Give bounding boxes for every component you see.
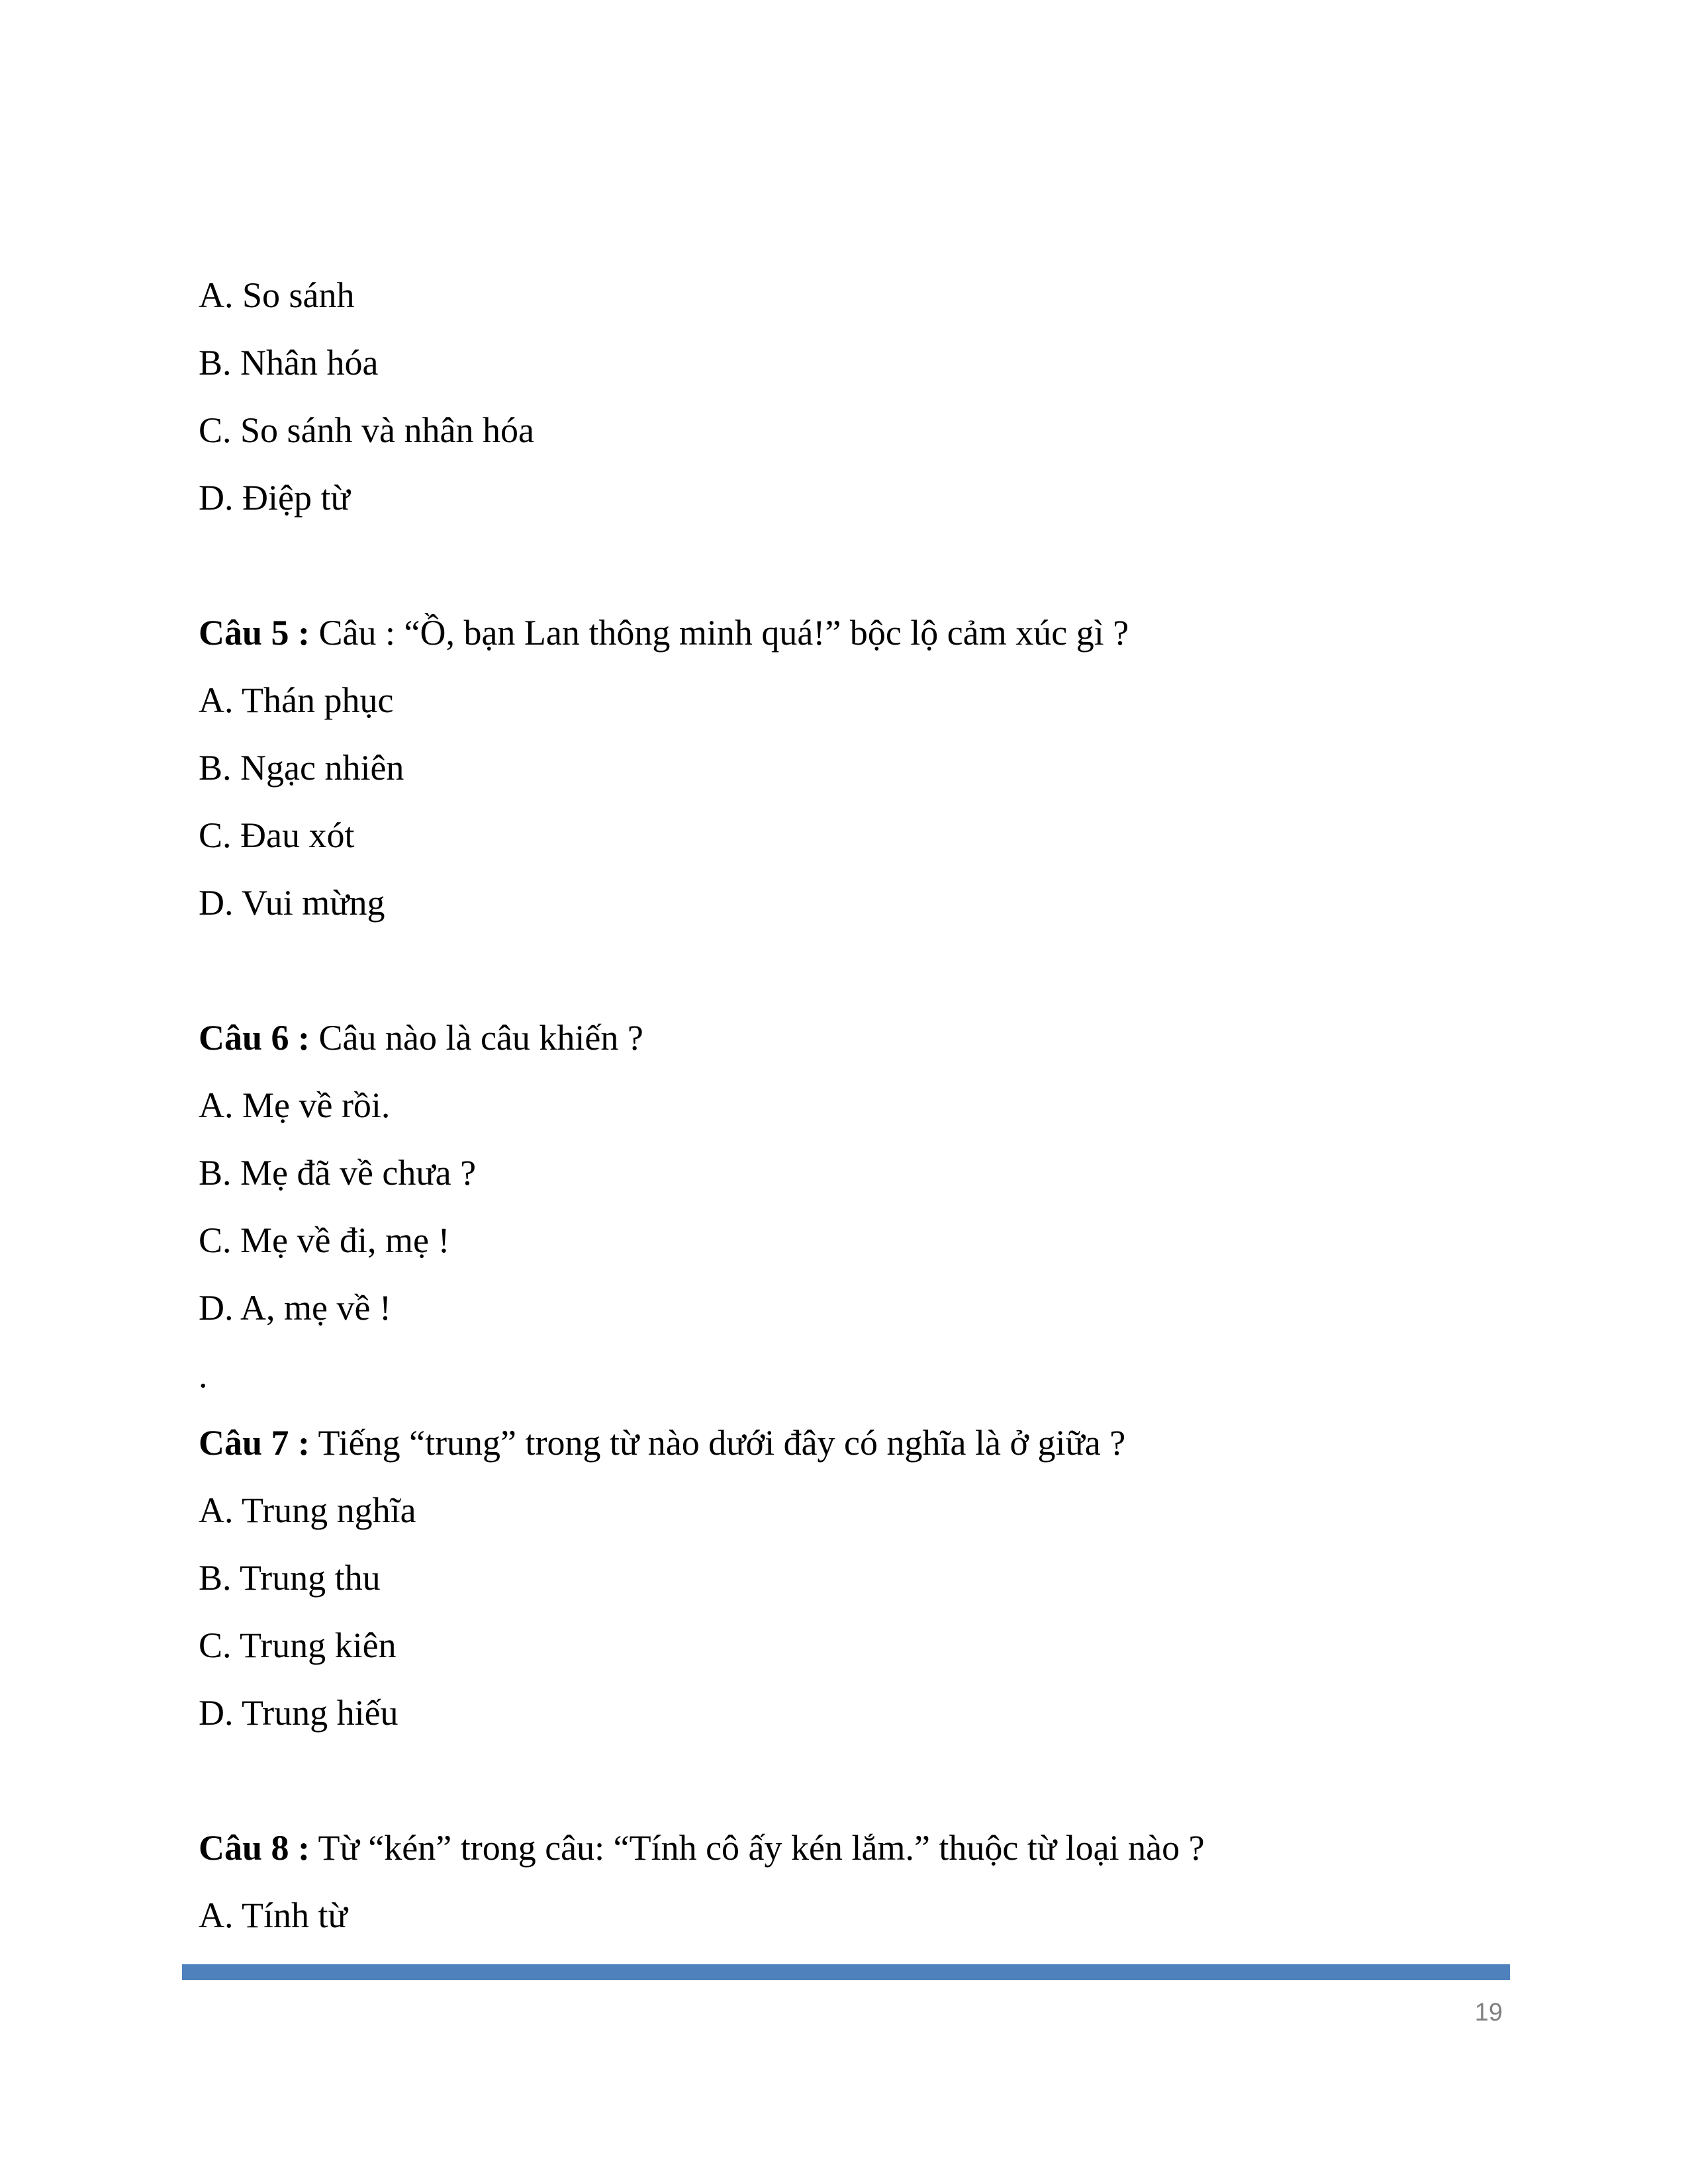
- q8-option-a: A. Tính từ: [199, 1895, 348, 1935]
- q7-text: Tiếng “trung” trong từ nào dưới đây có nghĩa là ở giữa ?: [318, 1423, 1126, 1463]
- footer-rule: [182, 1964, 1510, 1980]
- q4-option-d: D. Điệp từ: [199, 478, 350, 518]
- q6-text: Câu nào là câu khiến ?: [318, 1018, 643, 1058]
- q5-question: [199, 599, 1523, 666]
- q6-option-d: D. A, mẹ về !: [199, 1288, 391, 1328]
- q7-option-a: A. Trung nghĩa: [199, 1490, 416, 1530]
- q8-question: [199, 1814, 1523, 1882]
- spacer: [199, 936, 1523, 1004]
- q4-option-b: B. Nhân hóa: [199, 343, 379, 383]
- q5-option-a: A. Thán phục: [199, 680, 394, 720]
- q6-option-a: A. Mẹ về rồi.: [199, 1085, 391, 1125]
- page-content: [199, 261, 1523, 1949]
- spacer: [199, 1747, 1523, 1814]
- q5-label: Câu 5 :: [199, 613, 310, 653]
- separator-dot: .: [199, 1355, 208, 1395]
- q4-option-a: A. So sánh: [199, 275, 355, 315]
- q4-option-c: C. So sánh và nhân hóa: [199, 410, 534, 450]
- page-number: 19: [1474, 1999, 1503, 2026]
- q6-option-b: B. Mẹ đã về chưa ?: [199, 1153, 477, 1193]
- q7-option-d: D. Trung hiếu: [199, 1693, 399, 1733]
- q6-question: [199, 1004, 1523, 1071]
- q5-text: Câu : “Ồ, bạn Lan thông minh quá!” bộc lộ cảm xúc gì ?: [318, 613, 1129, 653]
- q7-option-b: B. Trung thu: [199, 1558, 381, 1598]
- q5-option-b: B. Ngạc nhiên: [199, 748, 404, 788]
- q7-option-c: C. Trung kiên: [199, 1625, 397, 1665]
- q7-question: [199, 1409, 1523, 1477]
- q5-option-d: D. Vui mừng: [199, 883, 385, 923]
- spacer: [199, 531, 1523, 599]
- q5-option-c: C. Đau xót: [199, 815, 355, 855]
- q7-label: Câu 7 :: [199, 1423, 310, 1463]
- q6-label: Câu 6 :: [199, 1018, 310, 1058]
- q8-text: Từ “kén” trong câu: “Tính cô ấy kén lắm.” thuộc từ loại nào ?: [318, 1828, 1205, 1868]
- q6-option-c: C. Mẹ về đi, mẹ !: [199, 1220, 450, 1260]
- q8-label: Câu 8 :: [199, 1828, 310, 1868]
